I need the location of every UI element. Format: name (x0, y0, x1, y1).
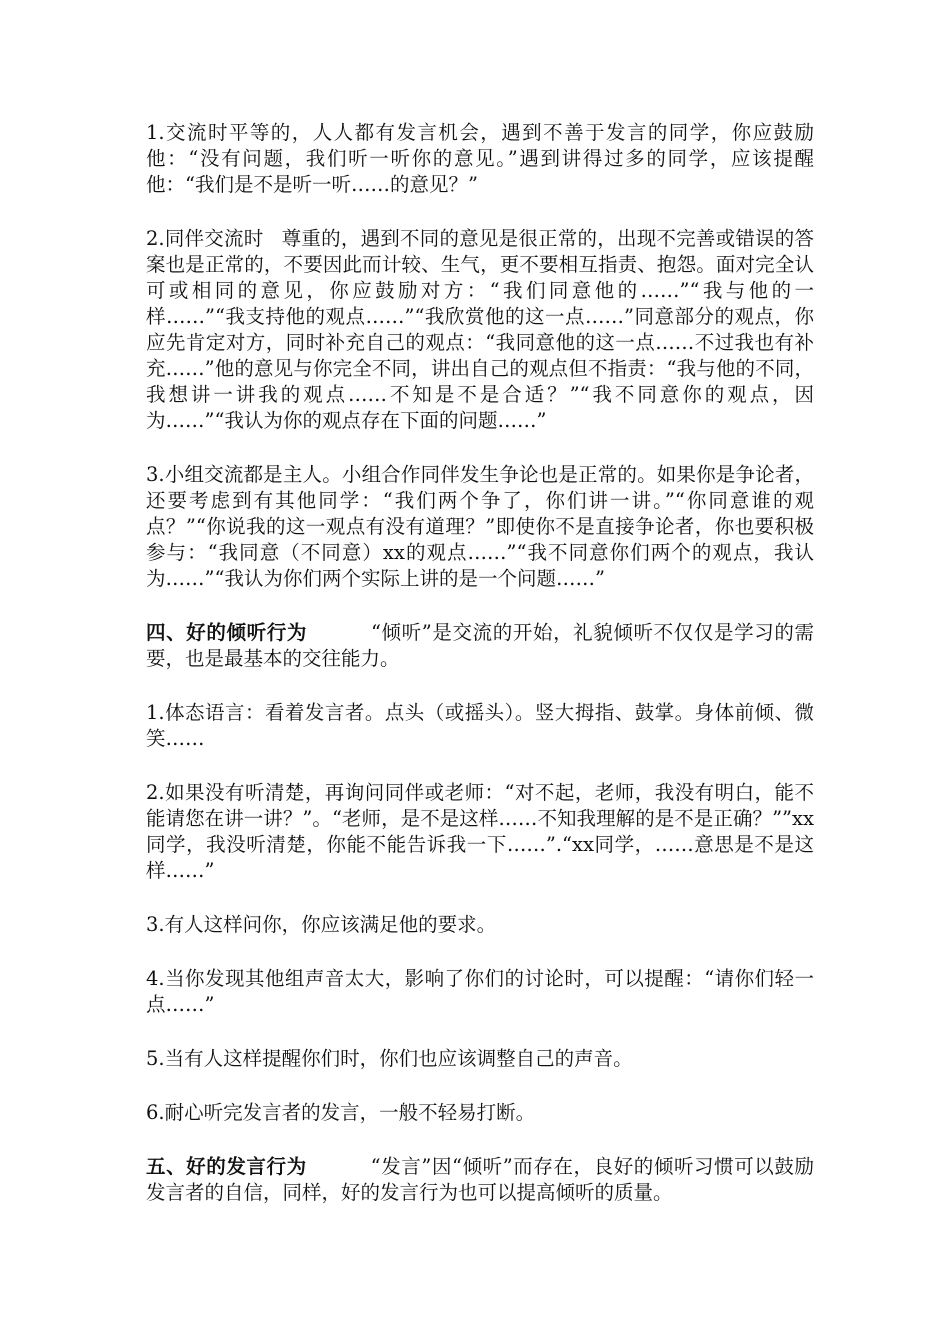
list-item-5: 5.当有人这样提醒你们时，你们也应该调整自己的声音。 (146, 1047, 633, 1070)
paragraph-2-lead: 2.同伴交流时 (146, 227, 264, 250)
list-item-1: 1.体态语言：看着发言者。点头（或摇头）。竖大拇指、鼓掌。身体前倾、微笑…… (146, 701, 814, 750)
list-item-4: 4.当你发现其他组声音太大，影响了你们的讨论时，可以提醒：“请你们轻一点……” (146, 967, 814, 1016)
section-5-heading: 五、好的发言行为 (146, 1155, 307, 1178)
document-body (146, 120, 814, 1234)
section-5 (146, 1154, 814, 1206)
section-4 (146, 620, 814, 672)
list-item-2: 2.如果没有听清楚，再询问同伴或老师：“对不起，老师，我没有明白，能不能请您在讲一讲？”。“老师，是不是这样……不知我理解的是不是正确？””xx同学，我没听清楚，你能不能告诉我一下……”.“xx同学，……意思是不是这样……” (146, 781, 814, 882)
section-4-heading: 四、好的倾听行为 (146, 621, 307, 644)
section-5-intro: “发言”因“倾听”而存在，良好的倾听习惯可以鼓励发言者的自信，同样，好的发言行为也可以提高倾听的质量。 (146, 1155, 814, 1204)
paragraph-3: 3.小组交流都是主人。小组合作同伴发生争论也是正常的。如果你是争论者，还要考虑到有其他同学：“我们两个争了，你们讲一讲。”“你同意谁的观点？”“你说我的这一观点有没有道理？”即使你不是直接争论者，你也要积极参与：“我同意（不同意）xx的观点……”“我不同意你们两个的观点，我认为……”“我认为你们两个实际上讲的是一个问题……” (146, 463, 814, 590)
paragraph-2 (146, 226, 814, 434)
paragraph-2-body: 尊重的，遇到不同的意见是很正常的，出现不完善或错误的答案也是正常的，不要因此而计较、生气，更不要相互指责、抱怨。面对完全认可或相同的意见，你应鼓励对方：“我们同意他的……”“我与他的一样……”“我支持他的观点……”“我欣赏他的这一点……”同意部分的观点，你应先肯定对方，同时补充自己的观点：“我同意他的这一点……不过我也有补充……”他的意见与你完全不同，讲出自己的观点但不指责：“我与他的不同，我想讲一讲我的观点……不知是不是合适？”“我不同意你的观点，因为……”“我认为你的观点存在下面的问题……” (146, 227, 814, 432)
list-item-6: 6.耐心听完发言者的发言，一般不轻易打断。 (146, 1101, 536, 1124)
paragraph-1: 1.交流时平等的，人人都有发言机会，遇到不善于发言的同学，你应鼓励他：“没有问题，我们听一听你的意见。”遇到讲得过多的同学，应该提醒他：“我们是不是听一听……的意见？” (146, 121, 814, 196)
list-item-3: 3.有人这样问你，你应该满足他的要求。 (146, 913, 497, 936)
section-4-intro: “倾听”是交流的开始，礼貌倾听不仅仅是学习的需要，也是最基本的交往能力。 (146, 621, 814, 670)
